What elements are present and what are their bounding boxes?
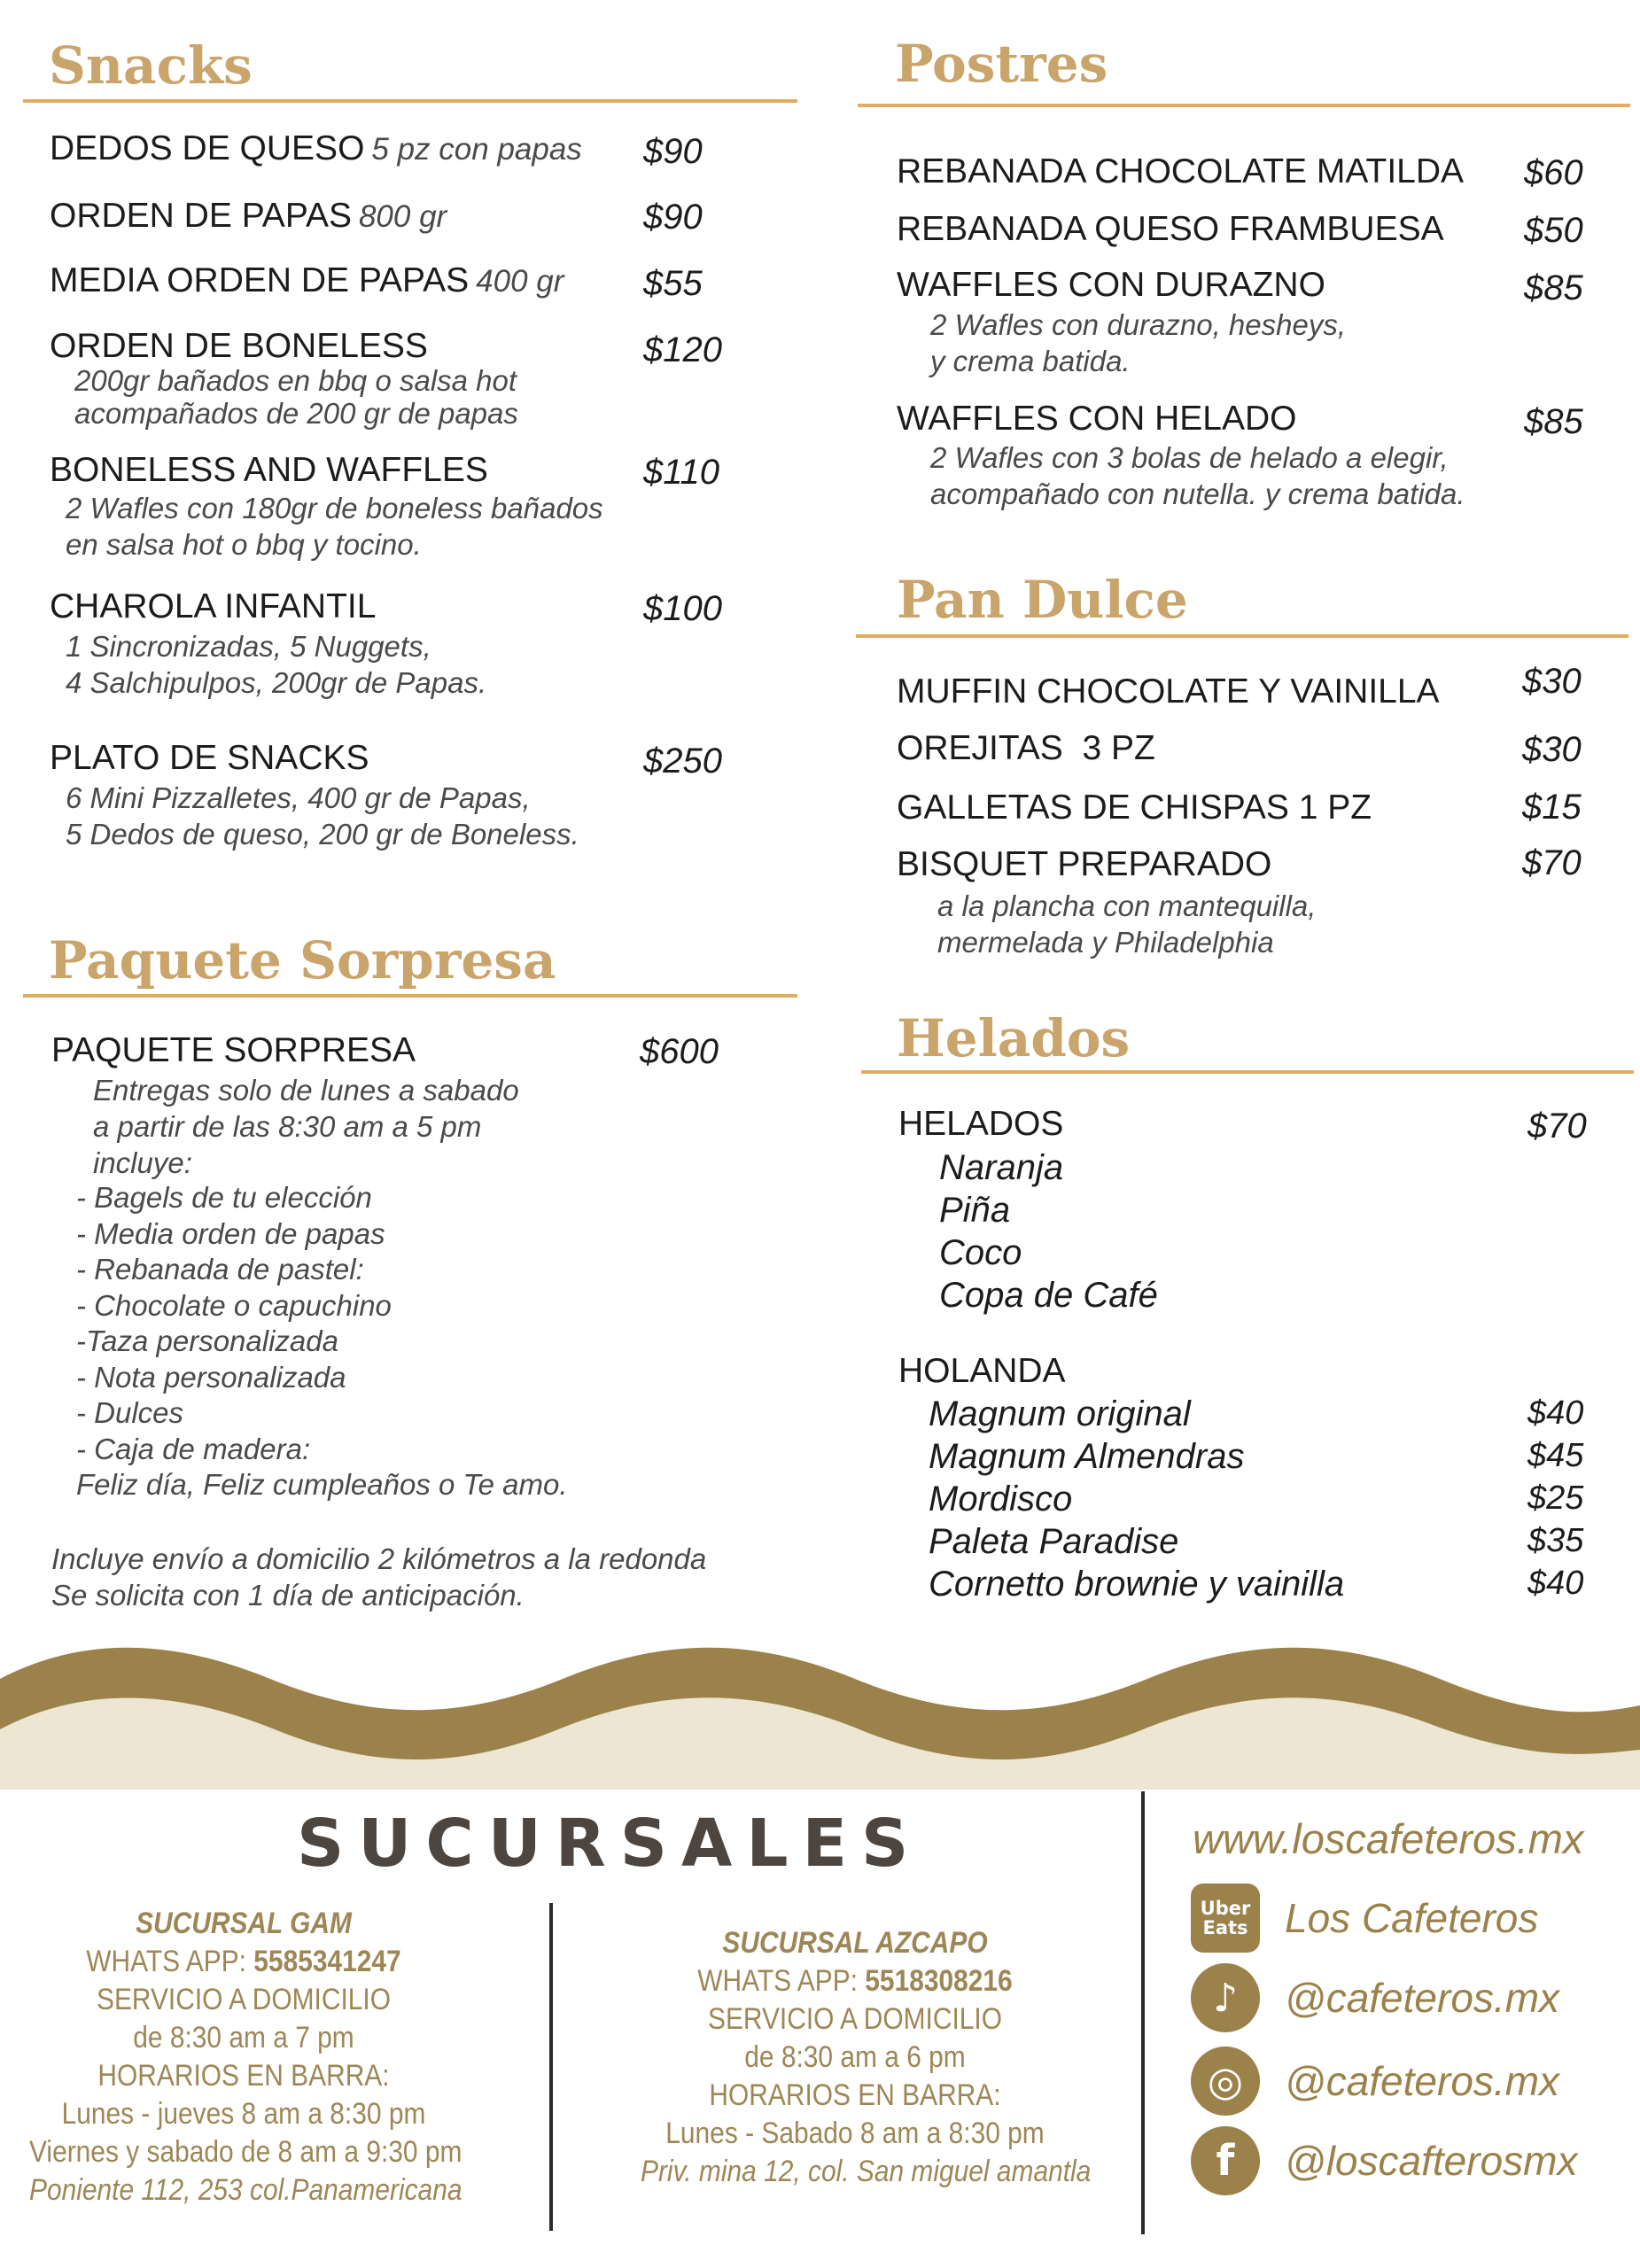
snack-desc-boneless-waffles: 2 Wafles con 180gr de boneless bañados en salsa hot o bbq y tocino. (66, 492, 603, 561)
sucursales-title: SUCURSALES (297, 1806, 923, 1882)
snack-item-papas: ORDEN DE PAPAS 800 gr (50, 197, 447, 235)
snack-price-media-papas: $55 (643, 264, 703, 303)
branch-gam: SUCURSAL GAM WHATS APP: 5585341247 SERVICIO A DOMICILIO de 8:30 am a 7 pm HORARIOS EN BARRA: Lunes - jueves 8 am a 8:30 pm Viernes y sabado de 8 am a 9:30 pm Poniente 112, 253 col.Panamericana (29, 1905, 458, 2210)
holanda-item: HOLANDA (898, 1352, 1066, 1390)
branch-divider (549, 1903, 553, 2231)
snack-item-charola: CHAROLA INFANTIL (50, 587, 377, 625)
postre-price-matilda: $60 (1524, 153, 1583, 192)
contact-divider (1141, 1791, 1145, 2234)
snacks-rule (23, 99, 797, 103)
pan-price-orejitas: $30 (1522, 730, 1582, 769)
paquete-list: - Bagels de tu elección - Media orden de papas - Rebanada de pastel: - Chocolate o capuchino -Taza personalizada - Nota personalizada - Dulces - Caja de madera: Feliz día, Feliz cumpleaños o Te amo. (76, 1181, 568, 1501)
postre-item-waffles-durazno: WAFFLES CON DURAZNO (897, 266, 1325, 304)
uber-eats-icon: Uber Eats (1191, 1884, 1260, 1953)
pan-item-orejitas: OREJITAS 3 PZ (897, 729, 1155, 767)
postre-price-waffles-durazno: $85 (1524, 268, 1583, 307)
snack-price-papas: $90 (643, 198, 703, 237)
branch-azcapo-address: Priv. mina 12, col. San miguel amantla (641, 2155, 1092, 2188)
postre-item-waffles-helado: WAFFLES CON HELADO (897, 400, 1297, 438)
pan-price-galletas: $15 (1522, 788, 1582, 827)
paquete-price: $600 (640, 1032, 719, 1071)
postres-title: Postres (895, 34, 1108, 94)
snack-desc-plato: 6 Mini Pizzalletes, 400 gr de Papas, 5 Dedos de queso, 200 gr de Boneless. (66, 781, 579, 850)
snack-item-media-papas: MEDIA ORDEN DE PAPAS 400 gr (50, 261, 564, 299)
snack-item-plato: PLATO DE SNACKS (50, 739, 369, 777)
social-tiktok[interactable]: ♪ @cafeteros.mx (1191, 1963, 1559, 2032)
branch-gam-name: SUCURSAL GAM (136, 1907, 352, 1940)
snack-desc-boneless: 200gr bañados en bbq o salsa hot acompañados de 200 gr de papas (74, 364, 518, 430)
paquete-footer: Incluye envío a domicilio 2 kilómetros a la redonda Se solicita con 1 día de anticipación. (51, 1542, 707, 1612)
pan-item-muffin: MUFFIN CHOCOLATE Y VAINILLA (897, 672, 1440, 711)
social-instagram[interactable]: ◎ @cafeteros.mx (1191, 2047, 1559, 2116)
social-facebook[interactable]: f @loscafterosmx (1191, 2126, 1577, 2195)
facebook-icon: f (1191, 2126, 1260, 2195)
social-uber-eats[interactable]: Uber Eats Los Cafeteros (1191, 1884, 1538, 1953)
pan-item-galletas: GALLETAS DE CHISPAS 1 PZ (897, 788, 1372, 827)
snack-item-dedos: DEDOS DE QUESO 5 pz con papas (50, 129, 582, 167)
postre-desc-waffles-durazno: 2 Wafles con durazno, hesheys, y crema batida. (930, 308, 1346, 377)
pan-item-bisquet: BISQUET PREPARADO (897, 845, 1272, 883)
postre-desc-waffles-helado: 2 Wafles con 3 bolas de helado a elegir, acompañado con nutella. y crema batida. (930, 441, 1465, 510)
snack-item-boneless-waffles: BONELESS AND WAFFLES (50, 451, 488, 489)
instagram-icon: ◎ (1191, 2047, 1260, 2116)
pan-desc-bisquet: a la plancha con mantequilla, mermelada y Philadelphia (937, 889, 1317, 959)
pan-price-muffin: $30 (1522, 662, 1582, 701)
helados-price: $70 (1527, 1107, 1587, 1146)
branch-azcapo: SUCURSAL AZCAPO WHATS APP: 5518308216 SERVICIO A DOMICILIO de 8:30 am a 6 pm HORARIOS EN BARRA: Lunes - Sabado 8 am a 8:30 pm Priv. mina 12, col. San miguel amantla (641, 1924, 1069, 2191)
wave-divider (0, 1630, 1640, 1790)
snack-price-plato: $250 (643, 742, 722, 781)
branch-gam-phone[interactable]: 5585341247 (253, 1945, 401, 1978)
snack-desc-charola: 1 Sincronizadas, 5 Nuggets, 4 Salchipulpos, 200gr de Papas. (66, 630, 487, 699)
snack-price-boneless-waffles: $110 (643, 453, 720, 492)
helados-title: Helados (897, 1008, 1131, 1068)
pan-price-bisquet: $70 (1522, 843, 1582, 882)
postre-item-frambuesa: REBANADA QUESO FRAMBUESA (897, 210, 1444, 248)
helados-flavors: Naranja Piña Coco Copa de Café (939, 1148, 1158, 1315)
paquete-item: PAQUETE SORPRESA (51, 1031, 416, 1069)
snack-price-dedos: $90 (643, 132, 703, 171)
snacks-title: Snacks (49, 35, 253, 96)
pan-dulce-title: Pan Dulce (897, 570, 1188, 630)
pan-dulce-rule (856, 634, 1628, 638)
branch-azcapo-phone[interactable]: 5518308216 (865, 1964, 1013, 1998)
snack-item-boneless: ORDEN DE BONELESS (50, 327, 428, 365)
holanda-prices: $40 $45 $25 $35 $40 (1527, 1394, 1584, 1602)
snack-price-boneless: $120 (643, 330, 722, 369)
postre-price-waffles-helado: $85 (1524, 402, 1583, 441)
branch-azcapo-name: SUCURSAL AZCAPO (722, 1926, 988, 1960)
helados-item: HELADOS (898, 1105, 1064, 1143)
snack-price-charola: $100 (643, 589, 722, 628)
paquete-rule (23, 994, 797, 998)
paquete-intro: Entregas solo de lunes a sabado a partir de las 8:30 am a 5 pm incluye: (93, 1074, 519, 1179)
tiktok-icon: ♪ (1191, 1963, 1260, 2032)
website-link[interactable]: www.loscafeteros.mx (1193, 1815, 1584, 1862)
postre-price-frambuesa: $50 (1524, 211, 1583, 250)
postres-rule (858, 104, 1630, 107)
paquete-title: Paquete Sorpresa (49, 930, 556, 990)
branch-gam-address: Poniente 112, 253 col.Panamericana (29, 2173, 462, 2207)
postre-item-matilda: REBANADA CHOCOLATE MATILDA (897, 152, 1465, 190)
helados-rule (861, 1070, 1634, 1074)
holanda-products: Magnum original Magnum Almendras Mordisco Paleta Paradise Cornetto brownie y vainilla (929, 1394, 1345, 1604)
